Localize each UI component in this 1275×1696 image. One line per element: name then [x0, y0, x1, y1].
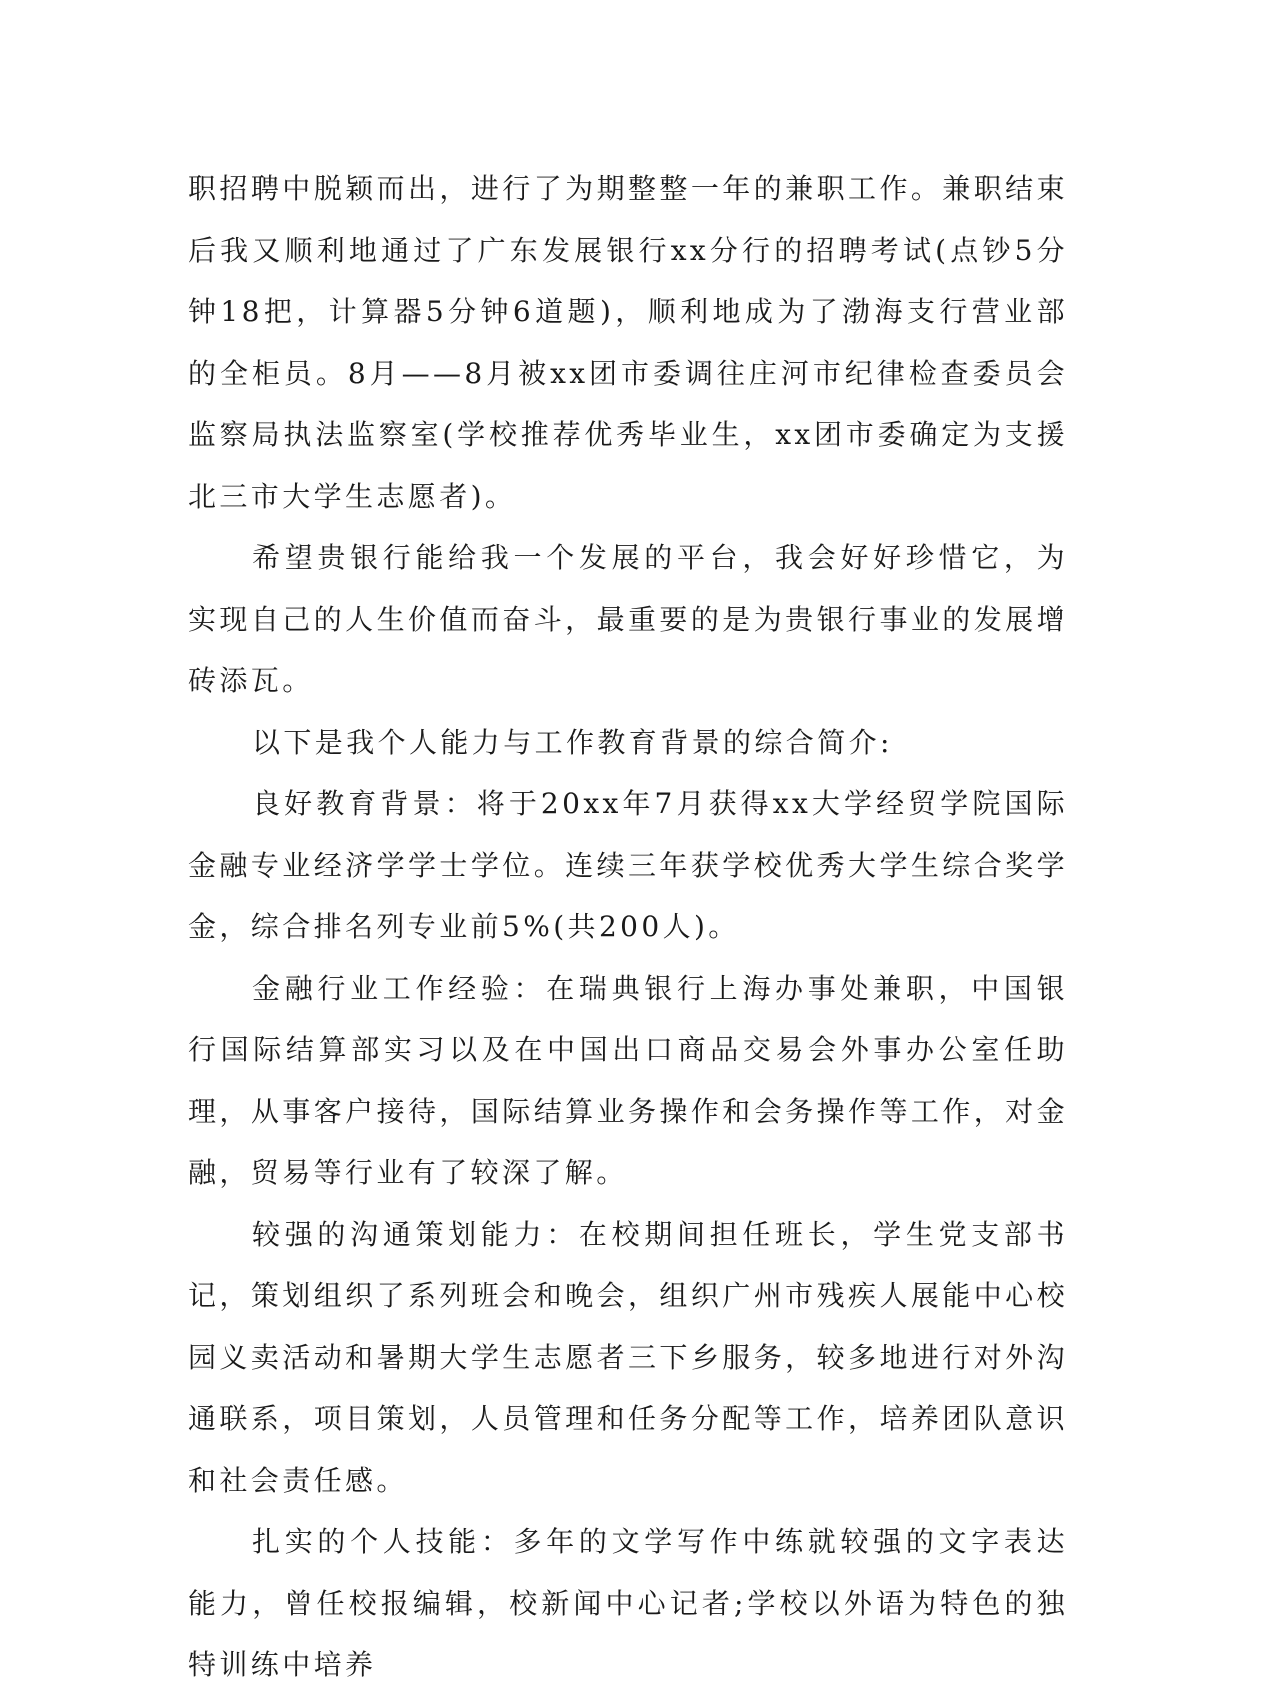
paragraph-work-history: 职招聘中脱颖而出，进行了为期整整一年的兼职工作。兼职结束后我又顺利地通过了广东发展银行xx分行的招聘考试(点钞5分钟18把，计算器5分钟6道题)，顺利地成为了渤海支行营业部的全柜员。8月——8月被xx团市委调往庄河市纪律检查委员会监察局执法监察室(学校推荐优秀毕业生，xx团市委确定为支援北三市大学生志愿者)。: [188, 172, 1068, 513]
document-body: [188, 158, 1068, 1696]
paragraph-hope: 希望贵银行能给我一个发展的平台，我会好好珍惜它，为实现自己的人生价值而奋斗，最重要的是为贵银行事业的发展增砖添瓦。: [188, 541, 1068, 697]
paragraph-communication: 较强的沟通策划能力：在校期间担任班长，学生党支部书记，策划组织了系列班会和晚会，组织广州市残疾人展能中心校园义卖活动和暑期大学生志愿者三下乡服务，较多地进行对外沟通联系，项目策划，人员管理和任务分配等工作，培养团队意识和社会责任感。: [188, 1217, 1068, 1497]
paragraph-skills: 扎实的个人技能：多年的文学写作中练就较强的文字表达能力，曾任校报编辑，校新闻中心记者;学校以外语为特色的独特训练中培养: [188, 1525, 1068, 1681]
paragraph-intro: 以下是我个人能力与工作教育背景的综合简介:: [252, 725, 893, 759]
paragraph-finance-experience: 金融行业工作经验：在瑞典银行上海办事处兼职，中国银行国际结算部实习以及在中国出口商品交易会外事办公室任助理，从事客户接待，国际结算业务操作和会务操作等工作，对金融，贸易等行业有了较深了解。: [188, 971, 1068, 1189]
paragraph-education: 良好教育背景：将于20xx年7月获得xx大学经贸学院国际金融专业经济学学士学位。连续三年获学校优秀大学生综合奖学金，综合排名列专业前5%(共200人)。: [188, 787, 1068, 943]
